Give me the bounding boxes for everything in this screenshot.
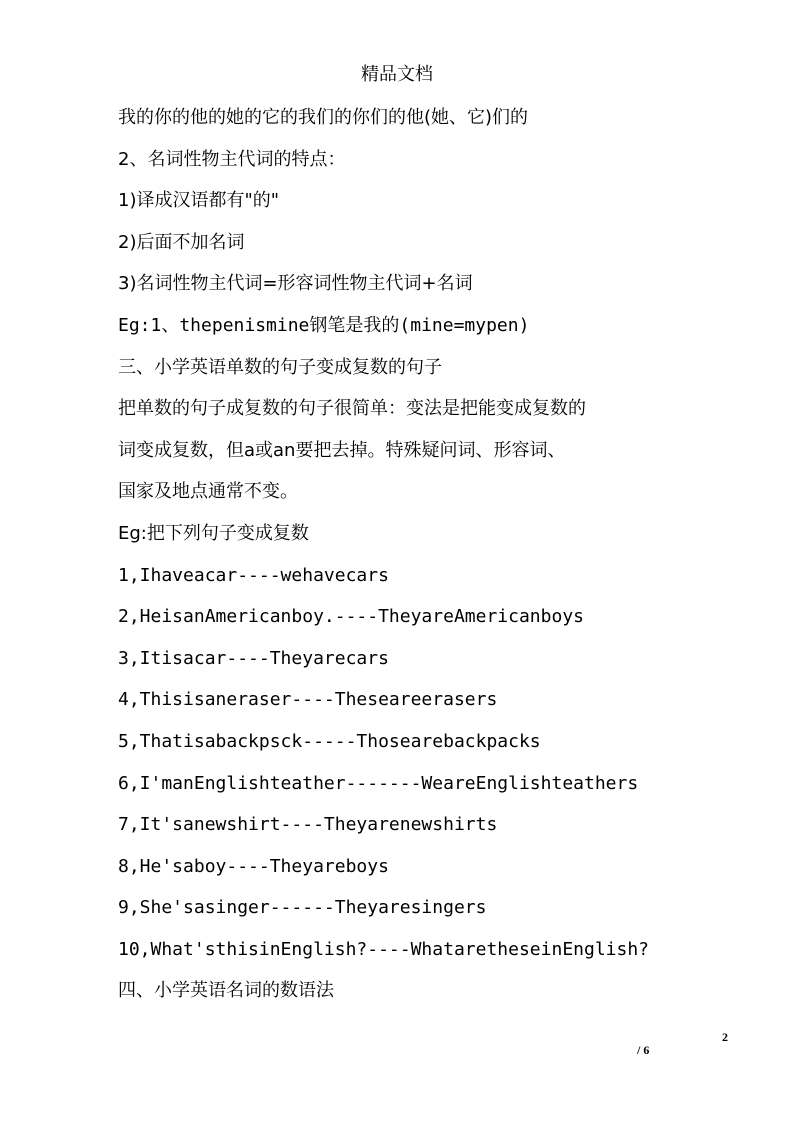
page-number: 2 [722,1030,728,1044]
text-line: 2、名词性物主代词的特点： [118,148,346,170]
text-line: Eg:1、thepenismine钢笔是我的(mine=mypen) [118,314,530,336]
text-line: 3)名词性物主代词=形容词性物主代词+名词 [118,273,473,295]
example-line: 3,Itisacar----Theyarecars [118,647,389,669]
example-line: 6,I'manEnglishteather-------WeareEnglishteathers [118,772,639,794]
section-heading: 四、小学英语名词的数语法 [118,980,334,1002]
example-line: 5,Thatisabackpsck-----Thosearebackpacks [118,730,541,752]
text-line: 把单数的句子成复数的句子很简单：变法是把能变成复数的 [118,398,586,420]
example-line: 4,Thisisaneraser----Theseareerasers [118,689,498,711]
page-header-title: 精品文档 [361,64,433,85]
text-line: 词变成复数，但a或an要把去掉。特殊疑问词、形容词、 [118,439,566,461]
example-line: 1,Ihaveacar----wehavecars [118,564,389,586]
text-line: 2)后面不加名词 [118,231,245,253]
example-line: 2,HeisanAmericanboy.----TheyareAmericanboys [118,606,584,628]
text-line: 国家及地点通常不变。 [118,481,298,503]
example-line: 7,It'sanewshirt----Theyarenewshirts [118,814,498,836]
text-line: Eg:把下列句子变成复数 [118,522,309,544]
document-body [118,100,678,1015]
page-total: / 6 [637,1043,650,1057]
section-heading: 三、小学英语单数的句子变成复数的句子 [118,356,442,378]
text-line: 我的你的他的她的它的我们的你们的他(她、它)们的 [118,107,529,128]
example-line: 9,She'sasinger------Theyaresingers [118,897,487,919]
example-line: 10,What'sthisinEnglish?----WhataretheseinEnglish? [118,938,650,960]
text-line: 1)译成汉语都有"的" [118,190,280,212]
example-line: 8,He'saboy----Theyareboys [118,855,389,877]
